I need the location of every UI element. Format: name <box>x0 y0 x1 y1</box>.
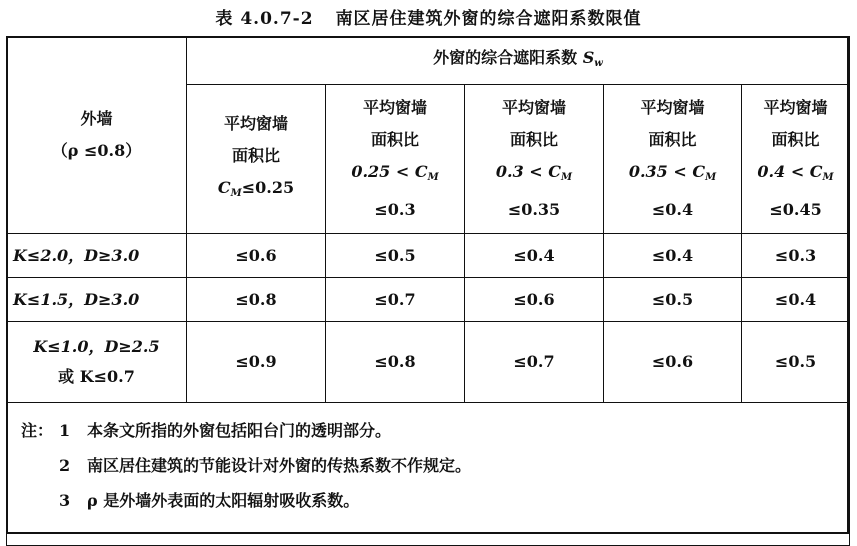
column-header-line2: 面积比 <box>648 130 697 149</box>
column-header-line2: 面积比 <box>771 130 820 149</box>
range-symbol-sub: M <box>561 172 573 183</box>
table-cell: ≤0.4 <box>742 278 850 322</box>
range-symbol: 0.4 < C <box>757 162 823 181</box>
range-symbol: 0.25 < C <box>351 162 428 181</box>
table-cell: ≤0.7 <box>465 322 604 403</box>
table-cell: ≤0.5 <box>742 322 850 403</box>
column-header-line1: 平均窗墙 <box>640 98 705 117</box>
column-header-line1: 平均窗墙 <box>223 114 288 133</box>
row-label-line1: K≤1.0，D≥2.5 <box>33 337 160 356</box>
range-tail: ≤0.25 <box>241 178 295 197</box>
range-symbol-sub: M <box>822 172 834 183</box>
range-upper: ≤0.4 <box>651 200 694 219</box>
note-text: 南区居住建筑的节能设计对外窗的传热系数不作规定。 <box>87 456 472 475</box>
wall-condition: （ρ ≤0.8） <box>51 141 142 160</box>
note-number: 3 <box>59 491 71 510</box>
note-text: 本条文所指的外窗包括阳台门的透明部分。 <box>87 421 392 440</box>
range-symbol: 0.35 < C <box>628 162 706 181</box>
range-upper: ≤0.3 <box>374 200 416 219</box>
table-number: 表 4.0.7-2 <box>215 9 314 29</box>
table-cell: ≤0.3 <box>742 234 850 278</box>
table-cell: ≤0.8 <box>326 322 465 403</box>
group-label: 外窗的综合遮阳系数 <box>433 47 578 67</box>
group-symbol-sub: w <box>594 57 603 69</box>
column-header-line2: 面积比 <box>231 146 280 165</box>
table-title-text: 南区居住建筑外窗的综合遮阳系数限值 <box>335 9 642 29</box>
range-symbol-sub: M <box>427 172 439 183</box>
range-symbol-sub: M <box>230 188 242 199</box>
range-upper: ≤0.45 <box>769 200 822 219</box>
table-cell: ≤0.6 <box>187 234 326 278</box>
table-cell: ≤0.5 <box>604 278 742 322</box>
table-title <box>0 4 857 29</box>
range-symbol: 0.3 < C <box>495 162 562 181</box>
range-symbol: C <box>217 178 231 197</box>
column-header-line1: 平均窗墙 <box>763 98 828 117</box>
table-cell: ≤0.6 <box>604 322 742 403</box>
group-symbol: S <box>582 47 595 67</box>
row-label: K≤2.0，D≥3.0 <box>7 234 187 278</box>
range-symbol-sub: M <box>705 172 717 183</box>
table-cell: ≤0.5 <box>326 234 465 278</box>
note-number: 1 <box>59 421 71 440</box>
note-text: ρ 是外墙外表面的太阳辐射吸收系数。 <box>87 491 360 510</box>
column-header-line1: 平均窗墙 <box>362 98 427 117</box>
row-label-line2: 或 K≤0.7 <box>58 367 135 386</box>
table-cell: ≤0.8 <box>187 278 326 322</box>
column-header-line2: 面积比 <box>370 130 419 149</box>
table-cell: ≤0.9 <box>187 322 326 403</box>
notes-prefix: 注： <box>21 421 54 440</box>
range-upper: ≤0.35 <box>507 200 561 219</box>
table-cell: ≤0.7 <box>326 278 465 322</box>
column-header-line1: 平均窗墙 <box>501 98 566 117</box>
note-number: 2 <box>59 456 71 475</box>
column-header-line2: 面积比 <box>509 130 558 149</box>
row-label: K≤1.5，D≥3.0 <box>7 278 187 322</box>
table-cell: ≤0.4 <box>604 234 742 278</box>
wall-label: 外墙 <box>80 109 113 128</box>
table-cell: ≤0.4 <box>465 234 604 278</box>
table-cell: ≤0.6 <box>465 278 604 322</box>
table-outer-border <box>6 36 849 534</box>
